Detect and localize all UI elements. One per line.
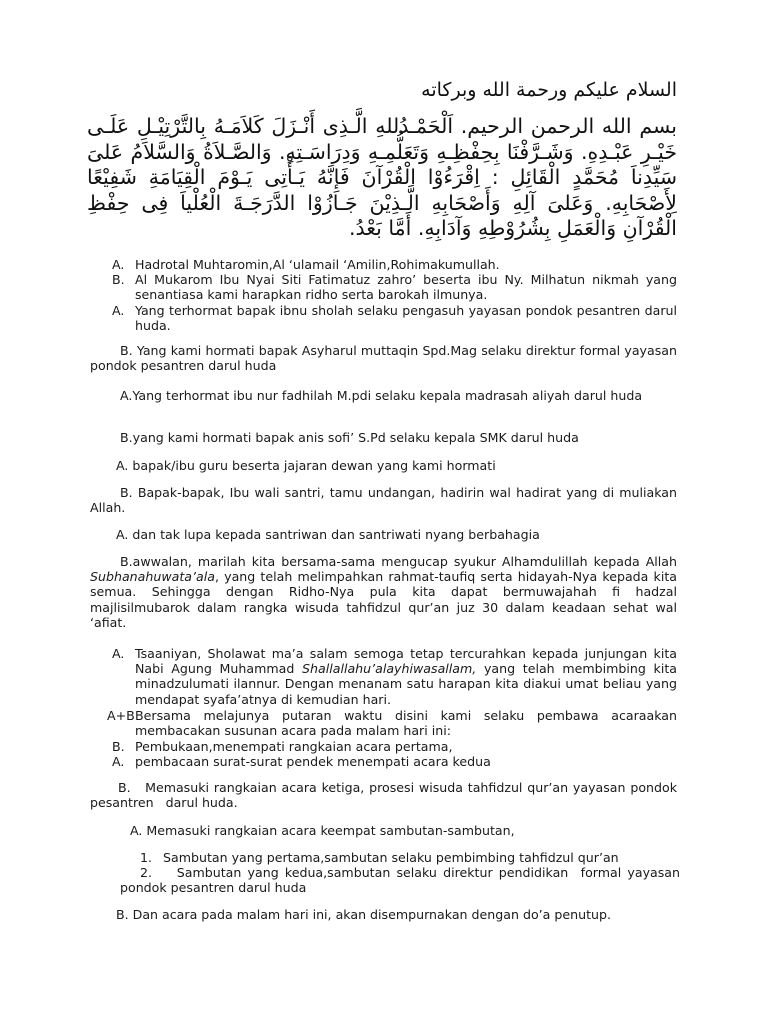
list-text: Sambutan yang pertama,sambutan selaku pembimbing tahfidzul qur’an	[163, 850, 619, 865]
agenda-list	[112, 739, 677, 769]
list-item	[112, 754, 677, 769]
paragraph-acara-keempat: A. Memasuki rangkaian acara keempat sambutan-sambutan,	[130, 823, 515, 838]
list-text: Hadrotal Muhtaromin,Al ‘ulamail ‘Amilin,Rohimakumullah.	[135, 257, 500, 272]
list-marker: A.	[112, 646, 125, 661]
list-item	[140, 850, 660, 865]
paragraph-anis-sofi: B.yang kami hormati bapak anis sofi’ S.Pd selaku kepala SMK darul huda	[120, 430, 579, 445]
list-marker: 1.	[140, 850, 153, 865]
arabic-greeting-title: السلام عليكم ورحمة الله وبركاته	[421, 79, 677, 101]
list-item	[112, 257, 677, 272]
paragraph-guru: A. bapak/ibu guru beserta jajaran dewan yang kami hormati	[116, 458, 496, 473]
paragraph-asyharul: B. Yang kami hormati bapak Asyharul muttaqin Spd.Mag selaku direktur formal yayasan pondok pesantren darul huda	[90, 343, 677, 374]
greetings-list	[112, 257, 677, 333]
list-item	[112, 272, 677, 302]
list-text: Al Mukarom Ibu Nyai Siti Fatimatuz zahro’ beserta ibu Ny. Milhatun nikmah yang senantiasa kami harapkan ridho serta barokah ilmunya.	[135, 272, 677, 303]
list-text: Tsaaniyan, Sholawat ma’a salam semoga tetap tercurahkan kepada junjungan kita Nabi Agung Muhammad Shallallahu’alayhiwasallam, yang telah membimbing kita minadzulumati ilannur. Dengan menanam satu harapan kita diakui umat beliau yang mendapat syafa’atnya di kemudian hari.	[135, 646, 677, 707]
list-item	[112, 303, 677, 333]
list-text: pembacaan surat-surat pendek menempati acara kedua	[135, 754, 491, 770]
tsaaniyan-item	[112, 646, 677, 707]
list-marker: A.	[112, 754, 125, 770]
list-marker: A.	[112, 302, 125, 318]
list-text: Yang terhormat bapak ibnu sholah selaku pengasuh yayasan pondok pesantren darul huda.	[135, 302, 677, 333]
paragraph-wali-santri: B. Bapak-bapak, Ibu wali santri, tamu undangan, hadirin wal hadirat yang di muliakan Allah.	[90, 485, 677, 516]
list-marker: A.	[112, 257, 125, 272]
paragraph-santriwan: A. dan tak lupa kepada santriwan dan santriwati nyang berbahagia	[116, 527, 540, 542]
list-text: Bersama melajunya putaran waktu disini kami selaku pembawa acaraakan membacakan susunan acara pada malam hari ini:	[135, 708, 677, 739]
arabic-opening-paragraph: بسم الله الرحمن الرحيم. اَلْحَمْـدُللهِ الَّـذِى أَنْـزَلَ كَلاَمَـهُ بِالتَّرْتِيْـلِ عَلَـى خَيْـرِ عَبْـدِهِ. وَشَـرَّفْنَا بِحِفْظِـهِ وَتَعَلُّمِـهِ وَدِرَاسَـتِهِ. وَالصَّـلاَةُ وَالسَّلاَمُ عَلىَ سَيِّدِناَ مُحَمَّدٍ الْقَائِلِ : اِقْرَءُوْا الْقُرْآنَ فَإِنَّهُ يَـأْتِى يَـوْمَ الْقِيَامَةِ شَفِيْعًا لِأَصْحَابِهِ. وَعَلىَ آلِهِ وَأَصْحَابِهِ الَّـذِيْنَ جَـازُوْا الدَّرَجَـةَ الْعُلْياَ فِى حِفْظِ الْقُرْآنِ وَالْعَمَلِ بِشُرُوْطِهِ وَآدَابِهِ. أَمَّا بَعْدُ.	[87, 114, 677, 240]
list-marker: B.	[112, 739, 125, 754]
list-marker: B.	[112, 272, 125, 288]
a-plus-b-item	[107, 708, 677, 738]
list-item	[112, 739, 677, 754]
paragraph-acara-ketiga: B. Memasuki rangkaian acara ketiga, prosesi wisuda tahfidzul qur’an yayasan pondok pesantren darul huda.	[90, 780, 682, 811]
sambutan-list	[140, 850, 660, 865]
list-marker: A+B	[107, 708, 135, 723]
paragraph-awwalan: B.awwalan, marilah kita bersama-sama mengucap syukur Alhamdulillah kepada Allah Subhanahuwata’ala, yang telah melimpahkan rahmat-taufiq serta hidayah-Nya kepada kita semua. Sehingga dengan Ridho-Nya pula kita dapat bermuwajahah fi hadzal majlisilmubarok dalam rangka wisuda tahfidzul qur’an juz 30 dalam keadaan sehat wal ‘afiat.	[90, 554, 677, 630]
list-text: Pembukaan,menempati rangkaian acara pertama,	[135, 739, 453, 754]
paragraph-penutup: B. Dan acara pada malam hari ini, akan disempurnakan dengan do’a penutup.	[116, 907, 611, 922]
paragraph-nur-fadhilah: A.Yang terhormat ibu nur fadhilah M.pdi selaku kepala madrasah aliyah darul huda	[120, 388, 643, 403]
sambutan-item-2: 2. Sambutan yang kedua,sambutan selaku direktur pendidikan formal yayasan pondok pesantren darul huda	[120, 865, 685, 896]
